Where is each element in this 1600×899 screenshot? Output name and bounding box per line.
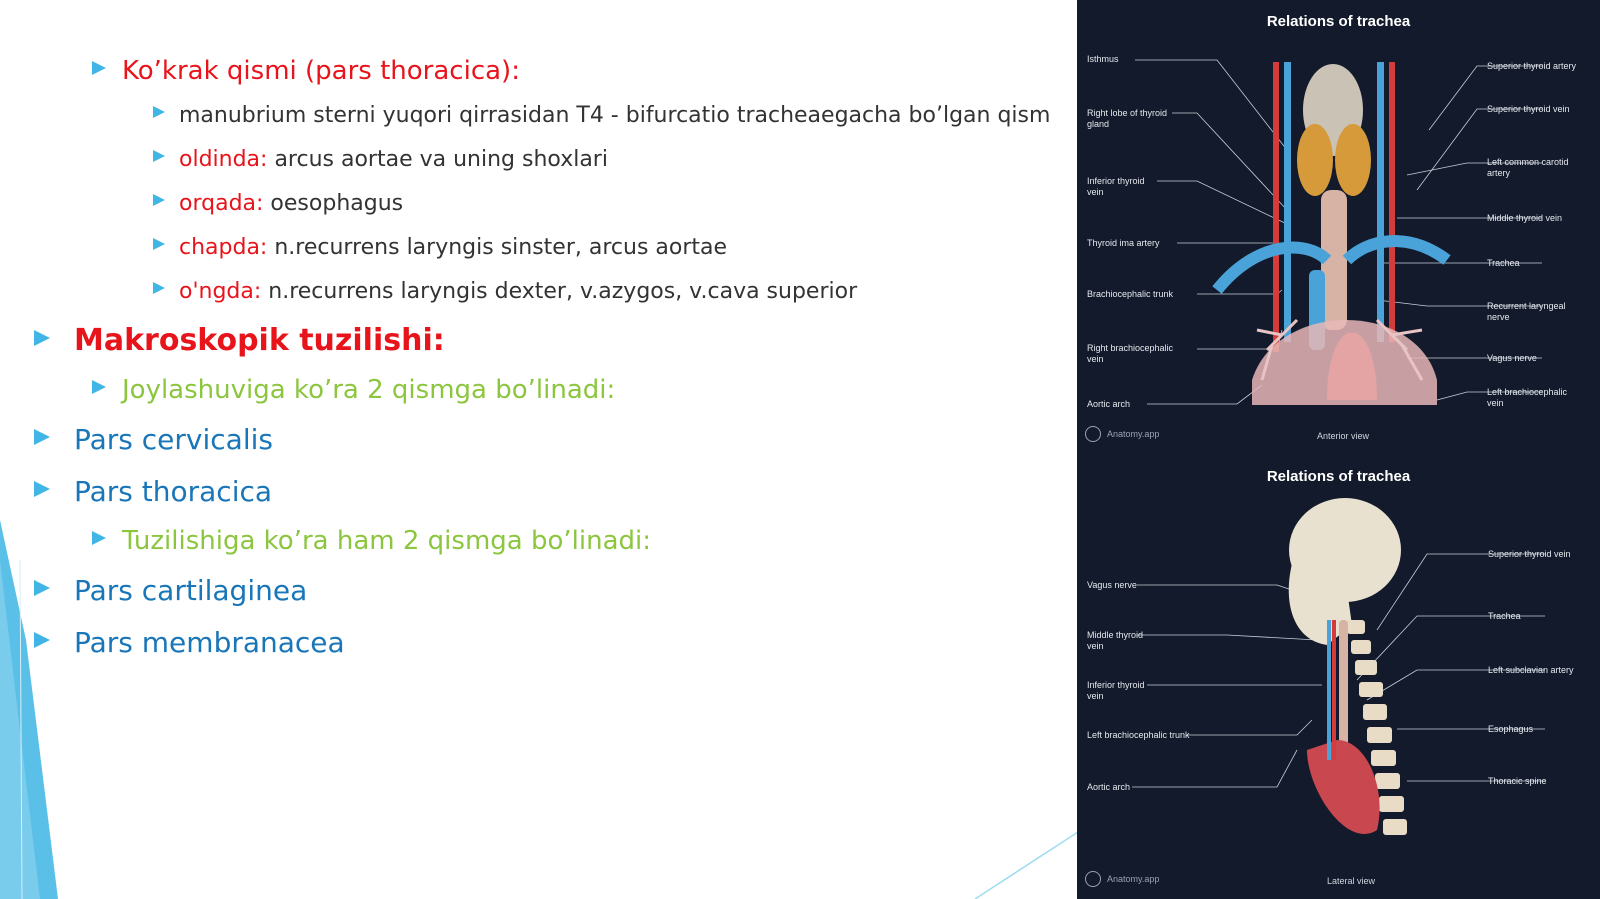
macroscopic-heading: Makroskopik tuzilishi:	[74, 323, 445, 358]
bullet-arrow-icon	[34, 481, 50, 497]
bullet-left	[153, 235, 727, 260]
figure-anterior-view	[1077, 0, 1600, 449]
bullet-arrow-icon	[34, 429, 50, 445]
label-left-common-carotid: Left common carotid artery	[1487, 157, 1569, 178]
figure-title: Relations of trachea	[1266, 13, 1411, 30]
pars-thoracica-text: Pars thoracica	[74, 475, 273, 508]
anatomy-figure-panel	[1077, 0, 1600, 899]
label-esophagus: Esophagus	[1488, 724, 1534, 734]
label-thyroid-ima-artery: Thyroid ima artery	[1087, 238, 1160, 248]
anatomy-app-brand	[1085, 871, 1159, 887]
bullet-extent	[153, 103, 1050, 128]
bullet-arrow-icon	[153, 194, 165, 206]
label-left-brachiocephalic-trunk: Left brachiocephalic trunk	[1087, 730, 1190, 740]
label-trachea: Trachea	[1488, 611, 1521, 621]
bullet-by-location	[92, 375, 615, 405]
bullet-by-structure	[92, 526, 651, 556]
bullet-arrow-icon	[34, 632, 50, 648]
figure-title: Relations of trachea	[1266, 468, 1411, 485]
label-middle-thyroid-vein: Middle thyroid vein	[1487, 213, 1563, 223]
label-superior-thyroid-artery: Superior thyroid artery	[1487, 61, 1577, 71]
label-left-brachiocephalic-vein: Left brachiocephalic vein	[1487, 387, 1568, 408]
label-superior-thyroid-vein: Superior thyroid vein	[1487, 104, 1570, 114]
label-thoracic-spine: Thoracic spine	[1488, 776, 1547, 786]
extent-text: manubrium sterni yuqori qirrasidan T4 - bifurcatio tracheaegacha bo’lgan qism	[179, 103, 1051, 128]
bullet-arrow-icon	[153, 106, 165, 118]
label-right-lobe-thyroid: Right lobe of thyroid gland	[1087, 108, 1168, 129]
view-caption: Anterior view	[1317, 431, 1370, 441]
anatomy-app-brand	[1085, 426, 1159, 442]
label-middle-thyroid-vein: Middle thyroid vein	[1087, 630, 1144, 651]
bullet-arrow-icon	[153, 238, 165, 250]
view-caption: Lateral view	[1327, 876, 1376, 886]
posterior-key: orqada:	[179, 191, 264, 216]
bullet-arrow-icon	[153, 150, 165, 162]
bullet-arrow-icon	[92, 531, 106, 545]
left-value: n.recurrens laryngis sinster, arcus aortae	[267, 235, 728, 260]
label-brachiocephalic-trunk: Brachiocephalic trunk	[1087, 289, 1174, 299]
label-left-subclavian-artery: Left subclavian artery	[1488, 665, 1574, 675]
label-recurrent-laryngeal-nerve: Recurrent laryngeal nerve	[1487, 301, 1566, 322]
bullet-pars-membranacea	[34, 626, 345, 659]
label-aortic-arch: Aortic arch	[1087, 399, 1131, 409]
brain-icon	[1085, 871, 1101, 887]
brain-icon	[1085, 426, 1101, 442]
right-key: o'ngda:	[179, 279, 262, 304]
label-right-brachiocephalic-vein: Right brachiocephalic vein	[1087, 343, 1174, 364]
bullet-macroscopic	[34, 323, 445, 358]
label-superior-thyroid-vein: Superior thyroid vein	[1488, 549, 1571, 559]
label-vagus-nerve: Vagus nerve	[1487, 353, 1537, 363]
by-location-text: Joylashuviga ko’ra 2 qismga bo’linadi:	[122, 375, 616, 405]
bullet-pars-thoracica	[34, 475, 272, 508]
figure-lateral-view	[1077, 450, 1600, 899]
left-key: chapda:	[179, 235, 268, 260]
pars-cervicalis-text: Pars cervicalis	[74, 423, 273, 456]
bullet-anterior	[153, 147, 608, 172]
thoracic-part-heading: Ko’krak qismi (pars thoracica):	[122, 56, 520, 86]
bullet-posterior	[153, 191, 403, 216]
by-structure-text: Tuzilishiga ko’ra ham 2 qismga bo’linadi:	[122, 526, 652, 556]
label-vagus-nerve: Vagus nerve	[1087, 580, 1137, 590]
posterior-value: oesophagus	[263, 191, 404, 216]
pars-cartilaginea-text: Pars cartilaginea	[74, 574, 308, 607]
label-trachea: Trachea	[1487, 258, 1520, 268]
brand-text: Anatomy.app	[1107, 429, 1160, 439]
label-inferior-thyroid-vein: Inferior thyroid vein	[1087, 680, 1145, 701]
brand-text: Anatomy.app	[1107, 874, 1160, 884]
bullet-pars-cartilaginea	[34, 574, 307, 607]
bullet-arrow-icon	[92, 61, 106, 75]
bullet-pars-cervicalis	[34, 423, 273, 456]
bullet-arrow-icon	[153, 282, 165, 294]
right-value: n.recurrens laryngis dexter, v.azygos, v.cava superior	[261, 279, 858, 304]
pars-membranacea-text: Pars membranacea	[74, 626, 345, 659]
bullet-arrow-icon	[34, 330, 50, 346]
label-inferior-thyroid-vein: Inferior thyroid vein	[1087, 176, 1145, 197]
label-isthmus: Isthmus	[1087, 54, 1119, 64]
bullet-right	[153, 279, 857, 304]
bullet-thoracic-part	[92, 56, 520, 86]
anterior-key: oldinda:	[179, 147, 268, 172]
bullet-arrow-icon	[34, 580, 50, 596]
bullet-arrow-icon	[92, 380, 106, 394]
anterior-value: arcus aortae va uning shoxlari	[267, 147, 608, 172]
label-aortic-arch: Aortic arch	[1087, 782, 1131, 792]
